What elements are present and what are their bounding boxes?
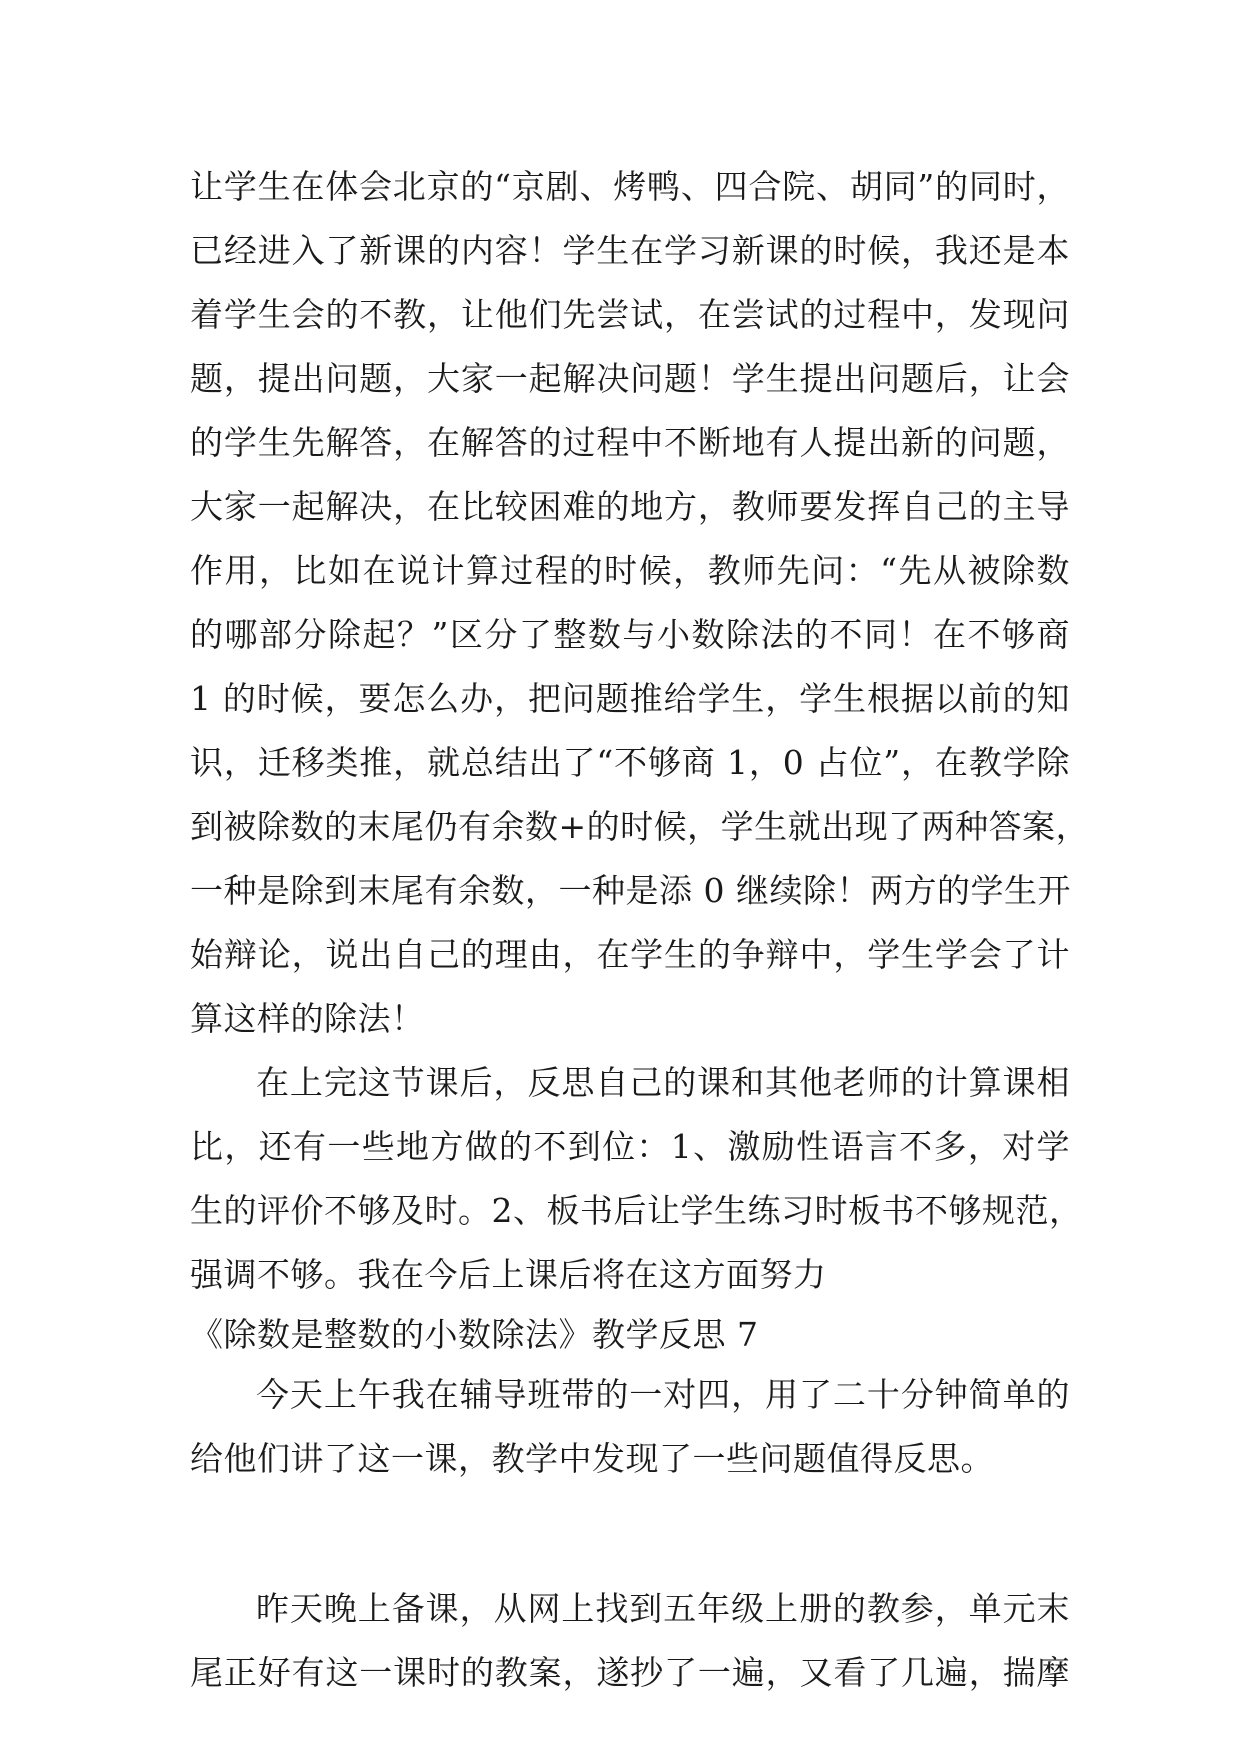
text-line: 的学生先解答，在解答的过程中不断地有人提出新的问题，: [190, 423, 1070, 462]
paragraph-1: [190, 155, 1090, 1051]
text-line: 始辩论，说出自己的理由，在学生的争辩中，学生学会了计: [190, 935, 1070, 974]
text-line: 生的评价不够及时。2、板书后让学生练习时板书不够规范，: [190, 1191, 1083, 1230]
text-line: 到被除数的末尾仍有余数+的时候，学生就出现了两种答案，: [190, 807, 1090, 846]
document-body: [190, 155, 1090, 1705]
text-line: 已经进入了新课的内容！学生在学习新课的时候，我还是本: [190, 231, 1070, 270]
section-heading: 《除数是整数的小数除法》教学反思 7: [190, 1315, 759, 1354]
text-line: 着学生会的不教，让他们先尝试，在尝试的过程中，发现问: [190, 295, 1070, 334]
text-line: 今天上午我在辅导班带的一对四，用了二十分钟简单的: [256, 1375, 1070, 1414]
paragraph-2: [190, 1051, 1083, 1307]
text-line: 题，提出问题，大家一起解决问题！学生提出问题后，让会: [190, 359, 1070, 398]
text-line: 让学生在体会北京的“京剧、烤鸭、四合院、胡同”的同时，: [190, 167, 1070, 206]
text-line: 给他们讲了这一课，教学中发现了一些问题值得反思。: [190, 1439, 994, 1478]
text-line: 一种是除到末尾有余数，一种是添 0 继续除！两方的学生开: [190, 871, 1071, 910]
paragraph-3: [190, 1363, 1070, 1491]
text-line: 比，还有一些地方做的不到位：1、激励性语言不多，对学: [190, 1127, 1070, 1166]
paragraph-4: [190, 1577, 1070, 1705]
text-line: 在上完这节课后，反思自己的课和其他老师的计算课相: [256, 1063, 1070, 1102]
text-line: 1 的时候，要怎么办，把问题推给学生，学生根据以前的知: [190, 679, 1070, 718]
text-line: 作用，比如在说计算过程的时候，教师先问：“先从被除数: [190, 551, 1070, 590]
paragraph-spacer: [190, 1491, 1070, 1577]
text-line: 尾正好有这一课时的教案，遂抄了一遍，又看了几遍，揣摩: [190, 1653, 1070, 1692]
text-line: 昨天晚上备课，从网上找到五年级上册的教参，单元末: [256, 1589, 1070, 1628]
text-line: 大家一起解决，在比较困难的地方，教师要发挥自己的主导: [190, 487, 1070, 526]
text-line: 强调不够。我在今后上课后将在这方面努力: [190, 1255, 827, 1294]
text-line: 的哪部分除起？”区分了整数与小数除法的不同！在不够商: [190, 615, 1070, 654]
text-line: 识，迁移类推，就总结出了“不够商 1，0 占位”，在教学除: [190, 743, 1070, 782]
text-line: 算这样的除法！: [190, 999, 425, 1038]
